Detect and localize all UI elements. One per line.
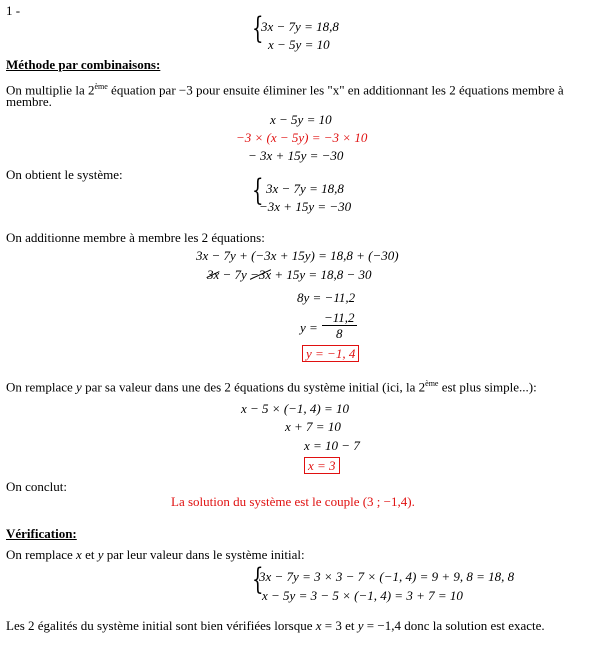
new-system-eq2: −3x + 15y = −30 [259, 199, 352, 214]
check-eq2: x − 5y = 3 − 5 × (−1, 4) = 3 + 7 = 10 [262, 588, 463, 603]
sub-1: x − 5 × (−1, 4) = 10 [241, 401, 350, 416]
y-result: y = −1, 4 [302, 346, 359, 361]
exercise-number: 1 - [6, 3, 21, 18]
verification-intro: On remplace x et y par leur valeur dans le système initial: [6, 547, 305, 562]
method-intro-cont: membre. [6, 94, 52, 109]
verification-final: Les 2 égalités du système initial sont bien vérifiées lorsque x = 3 et y = −1,4 donc la solution est exacte. [6, 618, 545, 633]
fraction-denominator: 8 [336, 326, 343, 341]
new-system-eq1: 3x − 7y = 18,8 [266, 181, 344, 196]
system-eq2: x − 5y = 10 [268, 37, 330, 52]
system-eq1: 3x − 7y = 18,8 [261, 19, 339, 34]
conclusion: La solution du système est le couple (3 ; −1,4). [171, 494, 415, 509]
sub-3: x = 10 − 7 [304, 438, 360, 453]
add-line-2: 3x − 7y −3x + 15y = 18,8 − 30 [207, 267, 372, 282]
fraction [322, 311, 357, 341]
check-eq1: 3x − 7y = 3 × 3 − 7 × (−1, 4) = 9 + 9, 8 = 18, 8 [259, 569, 515, 584]
step-3: − 3x + 15y = −30 [248, 148, 344, 163]
new-system-brace: { [252, 173, 264, 208]
step-2: −3 × (x − 5y) = −3 × 10 [236, 130, 368, 145]
method-intro: On multiplie la 2ème équation par −3 pour ensuite éliminer les "x" en additionnant les 2 équations membre à [6, 82, 564, 98]
check-brace: { [252, 562, 264, 597]
obtain-label: On obtient le système: [6, 167, 123, 182]
method-heading: Méthode par combinaisons: [6, 57, 161, 72]
conclude-label: On conclut: [6, 479, 68, 494]
step-1: x − 5y = 10 [270, 112, 332, 127]
add-label: On additionne membre à membre les 2 équations: [6, 230, 265, 245]
fraction-lhs: y = [300, 320, 318, 335]
add-line-3: 8y = −11,2 [297, 290, 356, 305]
fraction-numerator: −11,2 [324, 310, 355, 325]
sub-2: x + 7 = 10 [285, 419, 341, 434]
cancelled-3x: 3x [207, 267, 220, 282]
x-result: x = 3 [304, 458, 340, 473]
verification-heading: Vérification: [6, 526, 77, 541]
cancelled-minus-3x: −3x [250, 267, 272, 282]
add-line-1: 3x − 7y + (−3x + 15y) = 18,8 + (−30) [196, 248, 399, 263]
system-brace: { [252, 11, 264, 46]
replace-label: On remplace y par sa valeur dans une des 2 équations du système initial (ici, la 2ème est plus simple...): [6, 379, 537, 395]
